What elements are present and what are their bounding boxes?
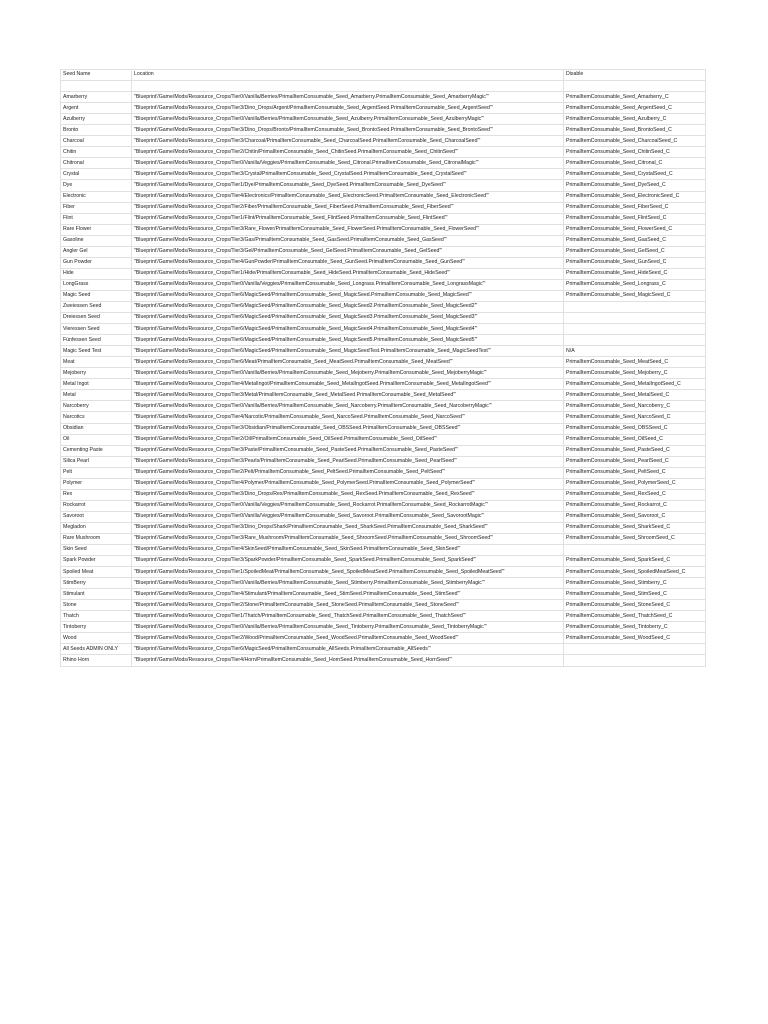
location-cell: "Blueprint'/Game/Mods/Ressource_Crops/Tier0/Vanilla/Veggies/PrimalItemConsumable_Seed_Savoroot.PrimalItemConsumable_Seed_SavorootMagic'" — [132, 511, 564, 522]
seed-name-cell: Gasoline — [61, 235, 132, 246]
table-row — [61, 301, 706, 312]
table-row — [61, 346, 706, 357]
disable-cell: PrimalItemConsumable_Seed_HideSeed_C — [564, 268, 706, 279]
disable-cell: PrimalItemConsumable_Seed_ThatchSeed_C — [564, 611, 706, 622]
location-cell: "Blueprint'/Game/Mods/Ressource_Crops/Tier2/Pelt/PrimalItemConsumable_Seed_PeltSeed.PrimalItemConsumable_Seed_PeltSeed'" — [132, 467, 564, 478]
location-cell: "Blueprint'/Game/Mods/Ressource_Crops/Tier6/MagicSeed/PrimalItemConsumable_Seed_MagicSeed3.PrimalItemConsumable_Seed_MagicSeed3'" — [132, 313, 564, 324]
location-cell: "Blueprint'/Game/Mods/Ressource_Crops/Tier1/Dye/PrimalItemConsumable_Seed_DyeSeed.PrimalItemConsumable_Seed_DyeSeed'" — [132, 180, 564, 191]
location-cell: "Blueprint'/Game/Mods/Ressource_Crops/Tier3/Dino_Drops/Argent/PrimalItemConsumable_Seed_ArgentSeed.PrimalItemConsumable_Seed_ArgentSeed'" — [132, 103, 564, 114]
table-row — [61, 545, 706, 556]
location-cell: "Blueprint'/Game/Mods/Ressource_Crops/Tier4/Polymer/PrimalItemConsumable_Seed_PolymerSeed.PrimalItemConsumable_Seed_PolymerSeed'" — [132, 478, 564, 489]
disable-cell: PrimalItemConsumable_Seed_GelSeed_C — [564, 246, 706, 257]
table-row — [61, 445, 706, 456]
seed-name-cell: Megladon — [61, 522, 132, 533]
table-row — [61, 578, 706, 589]
table-row — [61, 279, 706, 290]
location-cell: "Blueprint'/Game/Mods/Ressource_Crops/Tier3/Gel/PrimalItemConsumable_Seed_GelSeed.PrimalItemConsumable_Seed_GelSeed'" — [132, 246, 564, 257]
table-row — [61, 522, 706, 533]
table-row — [61, 213, 706, 224]
table-row — [61, 368, 706, 379]
disable-cell: PrimalItemConsumable_Seed_NarcoSeed_C — [564, 412, 706, 423]
seed-name-cell: Meat — [61, 357, 132, 368]
disable-cell: PrimalItemConsumable_Seed_ArgentSeed_C — [564, 103, 706, 114]
disable-cell: PrimalItemConsumable_Seed_ElectronicSeed_C — [564, 191, 706, 202]
location-cell: "Blueprint'/Game/Mods/Ressource_Crops/Tier2/Chitin/PrimalItemConsumable_Seed_ChitinSeed.PrimalItemConsumable_Seed_ChitinSeed'" — [132, 147, 564, 158]
seed-name-cell: Skin Seed — [61, 545, 132, 556]
disable-cell: PrimalItemConsumable_Seed_SparkSeed_C — [564, 556, 706, 567]
seed-name-cell — [61, 81, 132, 92]
location-cell: "Blueprint'/Game/Mods/Ressource_Crops/Tier4/SkinSeed/PrimalItemConsumable_Seed_SkinSeed.PrimalItemConsumable_Seed_SkinSeed'" — [132, 545, 564, 556]
location-cell: "Blueprint'/Game/Mods/Ressource_Crops/Tier6/MagicSeed/PrimalItemConsumable_Seed_MagicSeed5.PrimalItemConsumable_Seed_MagicSeed5'" — [132, 335, 564, 346]
table-row — [61, 511, 706, 522]
disable-cell — [564, 335, 706, 346]
table-row — [61, 379, 706, 390]
seed-name-cell: Pelt — [61, 467, 132, 478]
disable-cell: PrimalItemConsumable_Seed_Citronal_C — [564, 158, 706, 169]
seed-name-cell: Cementing Paste — [61, 445, 132, 456]
seed-name-cell: Magic Seed Test — [61, 346, 132, 357]
location-cell: "Blueprint'/Game/Mods/Ressource_Crops/Tier3/Dino_Drops/Rex/PrimalItemConsumable_Seed_RexSeed.PrimalItemConsumable_Seed_RexSeed'" — [132, 489, 564, 500]
table-row — [61, 467, 706, 478]
seed-name-cell: Azulberry — [61, 114, 132, 125]
disable-cell: PrimalItemConsumable_Seed_OBSSeed_C — [564, 423, 706, 434]
seed-name-cell: Rex — [61, 489, 132, 500]
location-cell: "Blueprint'/Game/Mods/Ressource_Crops/Tier0/Vanilla/Berries/PrimalItemConsumable_Seed_Amarberry.PrimalItemConsumable_Seed_AmarberryMagic'" — [132, 92, 564, 103]
disable-cell: PrimalItemConsumable_Seed_CrystalSeed_C — [564, 169, 706, 180]
seed-name-cell: Spark Powder — [61, 556, 132, 567]
location-cell: "Blueprint'/Game/Mods/Ressource_Crops/Tier4/MetalIngot/PrimalItemConsumable_Seed_MetalIngotSeed.PrimalItemConsumable_Seed_MetalIngotSeed'" — [132, 379, 564, 390]
location-cell: "Blueprint'/Game/Mods/Ressource_Crops/Tier6/MagicSeed/PrimalItemConsumable_AllSeeds.PrimalItemConsumable_AllSeeds'" — [132, 644, 564, 655]
table-row — [61, 500, 706, 511]
seed-name-cell: Metal Ingot — [61, 379, 132, 390]
seed-name-cell: Rare Mushroom — [61, 533, 132, 544]
location-cell: "Blueprint'/Game/Mods/Ressource_Crops/Tier3/Charcoal/PrimalItemConsumable_Seed_CharcoalSeed.PrimalItemConsumable_Seed_CharcoalSeed'" — [132, 136, 564, 147]
location-cell: "Blueprint'/Game/Mods/Ressource_Crops/Tier6/MagicSeed/PrimalItemConsumable_Seed_MagicSeed.PrimalItemConsumable_Seed_MagicSeed'" — [132, 290, 564, 301]
seed-name-cell: Dreiessen Seed — [61, 313, 132, 324]
seed-name-cell: Rare Flower — [61, 224, 132, 235]
table-row — [61, 268, 706, 279]
disable-cell: N/A — [564, 346, 706, 357]
seed-name-cell: Fünfessen Seed — [61, 335, 132, 346]
table-row — [61, 556, 706, 567]
table-row — [61, 235, 706, 246]
seed-name-cell: Bronto — [61, 125, 132, 136]
table-row — [61, 644, 706, 655]
disable-cell: PrimalItemConsumable_Seed_Amarberry_C — [564, 92, 706, 103]
disable-cell: PrimalItemConsumable_Seed_PeltSeed_C — [564, 467, 706, 478]
seed-name-cell: Rhino Horn — [61, 655, 132, 666]
location-cell: "Blueprint'/Game/Mods/Ressource_Crops/Tier3/Obsidian/PrimalItemConsumable_Seed_OBSSeed.PrimalItemConsumable_Seed_OBSSeed'" — [132, 423, 564, 434]
location-cell: "Blueprint'/Game/Mods/Ressource_Crops/Tier0/Vanilla/Veggies/PrimalItemConsumable_Seed_Longrass.PrimalItemConsumable_Seed_LongrassMagic'" — [132, 279, 564, 290]
location-cell: "Blueprint'/Game/Mods/Ressource_Crops/Tier3/Paste/PrimalItemConsumable_Seed_PasteSeed.PrimalItemConsumable_Seed_PasteSeed'" — [132, 445, 564, 456]
location-cell: "Blueprint'/Game/Mods/Ressource_Crops/Tier2/Fiber/PrimalItemConsumable_Seed_FiberSeed.PrimalItemConsumable_Seed_FiberSeed'" — [132, 202, 564, 213]
location-cell: "Blueprint'/Game/Mods/Ressource_Crops/Tier3/Crystal/PrimalItemConsumable_Seed_CrystalSeed.PrimalItemConsumable_Seed_CrystalSeed'" — [132, 169, 564, 180]
seed-name-cell: Metal — [61, 390, 132, 401]
seed-name-cell: LongGrass — [61, 279, 132, 290]
location-cell: "Blueprint'/Game/Mods/Ressource_Crops/Tier1/SpoiledMeat/PrimalItemConsumable_Seed_SpoiledMeatSeed.PrimalItemConsumable_Seed_SpoiledMeatSeed'" — [132, 567, 564, 578]
disable-cell: PrimalItemConsumable_Seed_WoodSeed_C — [564, 633, 706, 644]
location-cell: "Blueprint'/Game/Mods/Ressource_Crops/Tier4/Stimulant/PrimalItemConsumable_Seed_StimSeed.PrimalItemConsumable_Seed_StimSeed'" — [132, 589, 564, 600]
location-cell: "Blueprint'/Game/Mods/Ressource_Crops/Tier3/Dino_Drops/Shark/PrimalItemConsumable_Seed_SharkSeed.PrimalItemConsumable_Seed_SharkSeed'" — [132, 522, 564, 533]
table-row — [61, 357, 706, 368]
table-row — [61, 589, 706, 600]
disable-cell: PrimalItemConsumable_Seed_ShroomSeed_C — [564, 533, 706, 544]
location-cell: "Blueprint'/Game/Mods/Ressource_Crops/Tier3/Gas/PrimalItemConsumable_Seed_GasSeed.PrimalItemConsumable_Seed_GasSeed'" — [132, 235, 564, 246]
table-row — [61, 401, 706, 412]
disable-cell: PrimalItemConsumable_Seed_Stimberry_C — [564, 578, 706, 589]
location-cell: "Blueprint'/Game/Mods/Ressource_Crops/Tier3/Pearls/PrimalItemConsumable_Seed_PearlSeed.PrimalItemConsumable_Seed_PearlSeed'" — [132, 456, 564, 467]
table-row — [61, 655, 706, 666]
disable-cell — [564, 545, 706, 556]
table-row — [61, 412, 706, 423]
table-row — [61, 456, 706, 467]
disable-cell: PrimalItemConsumable_Seed_MetalIngotSeed_C — [564, 379, 706, 390]
disable-cell: PrimalItemConsumable_Seed_FlintSeed_C — [564, 213, 706, 224]
seed-name-cell: Wood — [61, 633, 132, 644]
disable-cell: PrimalItemConsumable_Seed_BrontoSeed_C — [564, 125, 706, 136]
location-cell: "Blueprint'/Game/Mods/Ressource_Crops/Tier6/MagicSeed/PrimalItemConsumable_Seed_MagicSeedTest.PrimalItemConsumable_Seed_MagicSeedTest'" — [132, 346, 564, 357]
table-row — [61, 191, 706, 202]
disable-cell: PrimalItemConsumable_Seed_GunSeed_C — [564, 257, 706, 268]
disable-cell: PrimalItemConsumable_Seed_Tintoberry_C — [564, 622, 706, 633]
location-cell — [132, 81, 564, 92]
disable-cell: PrimalItemConsumable_Seed_MeatSeed_C — [564, 357, 706, 368]
seed-name-cell: Hide — [61, 268, 132, 279]
seed-name-cell: Amarberry — [61, 92, 132, 103]
table-row — [61, 611, 706, 622]
location-cell: "Blueprint'/Game/Mods/Ressource_Crops/Tier1/Hide/PrimalItemConsumable_Seed_HideSeed.PrimalItemConsumable_Seed_HideSeed'" — [132, 268, 564, 279]
disable-cell: PrimalItemConsumable_Seed_CharcoalSeed_C — [564, 136, 706, 147]
table-row — [61, 600, 706, 611]
seed-table-body — [61, 70, 706, 667]
table-row — [61, 434, 706, 445]
seed-name-cell: Narcoberry — [61, 401, 132, 412]
table-row — [61, 633, 706, 644]
seed-name-cell: Fiber — [61, 202, 132, 213]
location-cell: "Blueprint'/Game/Mods/Ressource_Crops/Tier0/Vanilla/Berries/PrimalItemConsumable_Seed_Mejoberry.PrimalItemConsumable_Seed_MejoberryMagic'" — [132, 368, 564, 379]
header-row — [61, 70, 706, 81]
location-cell: "Blueprint'/Game/Mods/Ressource_Crops/Tier2/Wood/PrimalItemConsumable_Seed_WoodSeed.PrimalItemConsumable_Seed_WoodSeed'" — [132, 633, 564, 644]
location-cell: "Blueprint'/Game/Mods/Ressource_Crops/Tier0/Vanilla/Berries/PrimalItemConsumable_Seed_Tintoberry.PrimalItemConsumable_Seed_TintoberryMagic'" — [132, 622, 564, 633]
seed-name-cell: StimBerry — [61, 578, 132, 589]
location-cell: "Blueprint'/Game/Mods/Ressource_Crops/Tier6/Meat/PrimalItemConsumable_Seed_MeatSeed.PrimalItemConsumable_Seed_MeatSeed'" — [132, 357, 564, 368]
location-cell: "Blueprint'/Game/Mods/Ressource_Crops/Tier4/Horn/PrimalItemConsumable_Seed_HornSeed.PrimalItemConsumable_Seed_HornSeed'" — [132, 655, 564, 666]
table-row — [61, 246, 706, 257]
disable-cell: PrimalItemConsumable_Seed_Azulberry_C — [564, 114, 706, 125]
disable-cell — [564, 324, 706, 335]
seed-name-cell: Rockarrot — [61, 500, 132, 511]
seed-name-cell: Argent — [61, 103, 132, 114]
location-cell: "Blueprint'/Game/Mods/Ressource_Crops/Tier0/Vanilla/Veggies/PrimalItemConsumable_Seed_Rockarrot.PrimalItemConsumable_Seed_RockarrotMagic'" — [132, 500, 564, 511]
location-cell: "Blueprint'/Game/Mods/Ressource_Crops/Tier1/Flint/PrimalItemConsumable_Seed_FlintSeed.PrimalItemConsumable_Seed_FlintSeed'" — [132, 213, 564, 224]
seed-name-cell: Stone — [61, 600, 132, 611]
location-cell: "Blueprint'/Game/Mods/Ressource_Crops/Tier0/Vanilla/Veggies/PrimalItemConsumable_Seed_Citronal.PrimalItemConsumable_Seed_CitronalMagic'" — [132, 158, 564, 169]
seed-name-cell: Chitronal — [61, 158, 132, 169]
table-row — [61, 423, 706, 434]
table-row — [61, 533, 706, 544]
table-row — [61, 478, 706, 489]
table-row — [61, 92, 706, 103]
disable-cell: PrimalItemConsumable_Seed_Savoroot_C — [564, 511, 706, 522]
location-cell: "Blueprint'/Game/Mods/Ressource_Crops/Tier4/Electronics/PrimalItemConsumable_Seed_ElectronicSeed.PrimalItemConsumable_Seed_ElectronicSeed'" — [132, 191, 564, 202]
seed-table — [60, 69, 706, 667]
disable-cell: PrimalItemConsumable_Seed_SharkSeed_C — [564, 522, 706, 533]
location-cell: "Blueprint'/Game/Mods/Ressource_Crops/Tier3/SparkPowder/PrimalItemConsumable_Seed_SparkSeed.PrimalItemConsumable_Seed_SparkSeed'" — [132, 556, 564, 567]
location-cell: "Blueprint'/Game/Mods/Ressource_Crops/Tier3/Rare_Mushroom/PrimalItemConsumable_Seed_ShroomSeed.PrimalItemConsumable_Seed_ShroomSeed'" — [132, 533, 564, 544]
disable-cell — [564, 644, 706, 655]
location-cell: "Blueprint'/Game/Mods/Ressource_Crops/Tier6/MagicSeed/PrimalItemConsumable_Seed_MagicSeed4.PrimalItemConsumable_Seed_MagicSeed4'" — [132, 324, 564, 335]
table-row — [61, 489, 706, 500]
disable-cell: PrimalItemConsumable_Seed_StimSeed_C — [564, 589, 706, 600]
table-row — [61, 158, 706, 169]
disable-cell — [564, 655, 706, 666]
header-cell-seed-name: Seed Name — [61, 70, 132, 81]
seed-name-cell: Charcoal — [61, 136, 132, 147]
seed-name-cell: Obsidian — [61, 423, 132, 434]
seed-name-cell: Angler Gel — [61, 246, 132, 257]
seed-name-cell: Electronic — [61, 191, 132, 202]
table-row — [61, 390, 706, 401]
seed-name-cell: Thatch — [61, 611, 132, 622]
seed-name-cell: Crystal — [61, 169, 132, 180]
disable-cell: PrimalItemConsumable_Seed_PearlSeed_C — [564, 456, 706, 467]
table-row — [61, 103, 706, 114]
disable-cell — [564, 81, 706, 92]
table-row — [61, 114, 706, 125]
disable-cell: PrimalItemConsumable_Seed_MetalSeed_C — [564, 390, 706, 401]
seed-name-cell: Spoiled Meat — [61, 567, 132, 578]
seed-name-cell: Oil — [61, 434, 132, 445]
seed-name-cell: Flint — [61, 213, 132, 224]
location-cell: "Blueprint'/Game/Mods/Ressource_Crops/Tier4/GunPowder/PrimalItemConsumable_Seed_GunSeed.PrimalItemConsumable_Seed_GunSeed'" — [132, 257, 564, 268]
disable-cell: PrimalItemConsumable_Seed_OilSeed_C — [564, 434, 706, 445]
disable-cell: PrimalItemConsumable_Seed_MagicSeed_C — [564, 290, 706, 301]
table-row — [61, 313, 706, 324]
disable-cell: PrimalItemConsumable_Seed_SpoiledMeatSeed_C — [564, 567, 706, 578]
location-cell: "Blueprint'/Game/Mods/Ressource_Crops/Tier0/Vanilla/Berries/PrimalItemConsumable_Seed_Stimberry.PrimalItemConsumable_Seed_StimberryMagic'" — [132, 578, 564, 589]
table-row — [61, 81, 706, 92]
table-row — [61, 290, 706, 301]
seed-name-cell: Narcotics — [61, 412, 132, 423]
location-cell: "Blueprint'/Game/Mods/Ressource_Crops/Tier2/Stone/PrimalItemConsumable_Seed_StoneSeed.PrimalItemConsumable_Seed_StoneSeed'" — [132, 600, 564, 611]
disable-cell: PrimalItemConsumable_Seed_FlowerSeed_C — [564, 224, 706, 235]
seed-name-cell: Polymer — [61, 478, 132, 489]
table-row — [61, 257, 706, 268]
location-cell: "Blueprint'/Game/Mods/Ressource_Crops/Tier3/Metal/PrimalItemConsumable_Seed_MetalSeed.PrimalItemConsumable_Seed_MetalSeed'" — [132, 390, 564, 401]
seed-name-cell: Savoroot — [61, 511, 132, 522]
table-row — [61, 169, 706, 180]
seed-name-cell: Zweiessen Seed — [61, 301, 132, 312]
table-row — [61, 622, 706, 633]
disable-cell: PrimalItemConsumable_Seed_StoneSeed_C — [564, 600, 706, 611]
table-row — [61, 224, 706, 235]
disable-cell: PrimalItemConsumable_Seed_Longrass_C — [564, 279, 706, 290]
header-cell-disable: Disable — [564, 70, 706, 81]
table-row — [61, 202, 706, 213]
disable-cell: PrimalItemConsumable_Seed_RexSeed_C — [564, 489, 706, 500]
seed-name-cell: Vieressen Seed — [61, 324, 132, 335]
disable-cell: PrimalItemConsumable_Seed_GasSeed_C — [564, 235, 706, 246]
header-cell-location: Location — [132, 70, 564, 81]
disable-cell — [564, 301, 706, 312]
location-cell: "Blueprint'/Game/Mods/Ressource_Crops/Tier0/Vanilla/Berries/PrimalItemConsumable_Seed_Azulberry.PrimalItemConsumable_Seed_AzulberryMagic'" — [132, 114, 564, 125]
table-row — [61, 180, 706, 191]
disable-cell: PrimalItemConsumable_Seed_PasteSeed_C — [564, 445, 706, 456]
disable-cell — [564, 313, 706, 324]
seed-name-cell: Mejoberry — [61, 368, 132, 379]
seed-name-cell: Silica Pearl — [61, 456, 132, 467]
seed-name-cell: Tintoberry — [61, 622, 132, 633]
table-row — [61, 567, 706, 578]
location-cell: "Blueprint'/Game/Mods/Ressource_Crops/Tier3/Rare_Flower/PrimalItemConsumable_Seed_FlowerSeed.PrimalItemConsumable_Seed_FlowerSeed'" — [132, 224, 564, 235]
location-cell: "Blueprint'/Game/Mods/Ressource_Crops/Tier6/MagicSeed/PrimalItemConsumable_Seed_MagicSeed2.PrimalItemConsumable_Seed_MagicSeed2'" — [132, 301, 564, 312]
location-cell: "Blueprint'/Game/Mods/Ressource_Crops/Tier0/Vanilla/Berries/PrimalItemConsumable_Seed_Narcoberry.PrimalItemConsumable_Seed_NarcoberryMagic'" — [132, 401, 564, 412]
disable-cell: PrimalItemConsumable_Seed_Narcoberry_C — [564, 401, 706, 412]
table-row — [61, 335, 706, 346]
table-row — [61, 147, 706, 158]
location-cell: "Blueprint'/Game/Mods/Ressource_Crops/Tier2/Oil/PrimalItemConsumable_Seed_OilSeed.PrimalItemConsumable_Seed_OilSeed'" — [132, 434, 564, 445]
seed-name-cell: Magic Seed — [61, 290, 132, 301]
disable-cell: PrimalItemConsumable_Seed_Mejoberry_C — [564, 368, 706, 379]
disable-cell: PrimalItemConsumable_Seed_DyeSeed_C — [564, 180, 706, 191]
location-cell: "Blueprint'/Game/Mods/Ressource_Crops/Tier4/Narcotic/PrimalItemConsumable_Seed_NarcoSeed.PrimalItemConsumable_Seed_NarcoSeed'" — [132, 412, 564, 423]
table-row — [61, 136, 706, 147]
seed-name-cell: All Seeds ADMIN ONLY — [61, 644, 132, 655]
table-row — [61, 324, 706, 335]
seed-name-cell: Chitin — [61, 147, 132, 158]
disable-cell: PrimalItemConsumable_Seed_FiberSeed_C — [564, 202, 706, 213]
location-cell: "Blueprint'/Game/Mods/Ressource_Crops/Tier1/Thatch/PrimalItemConsumable_Seed_ThatchSeed.PrimalItemConsumable_Seed_ThatchSeed'" — [132, 611, 564, 622]
seed-name-cell: Gun Powder — [61, 257, 132, 268]
seed-name-cell: Dye — [61, 180, 132, 191]
disable-cell: PrimalItemConsumable_Seed_ChitinSeed_C — [564, 147, 706, 158]
disable-cell: PrimalItemConsumable_Seed_PolymerSeed_C — [564, 478, 706, 489]
table-row — [61, 125, 706, 136]
location-cell: "Blueprint'/Game/Mods/Ressource_Crops/Tier3/Dino_Drops/Bronto/PrimalItemConsumable_Seed_BrontoSeed.PrimalItemConsumable_Seed_BrontoSeed'" — [132, 125, 564, 136]
seed-name-cell: Stimulant — [61, 589, 132, 600]
disable-cell: PrimalItemConsumable_Seed_Rockarrot_C — [564, 500, 706, 511]
